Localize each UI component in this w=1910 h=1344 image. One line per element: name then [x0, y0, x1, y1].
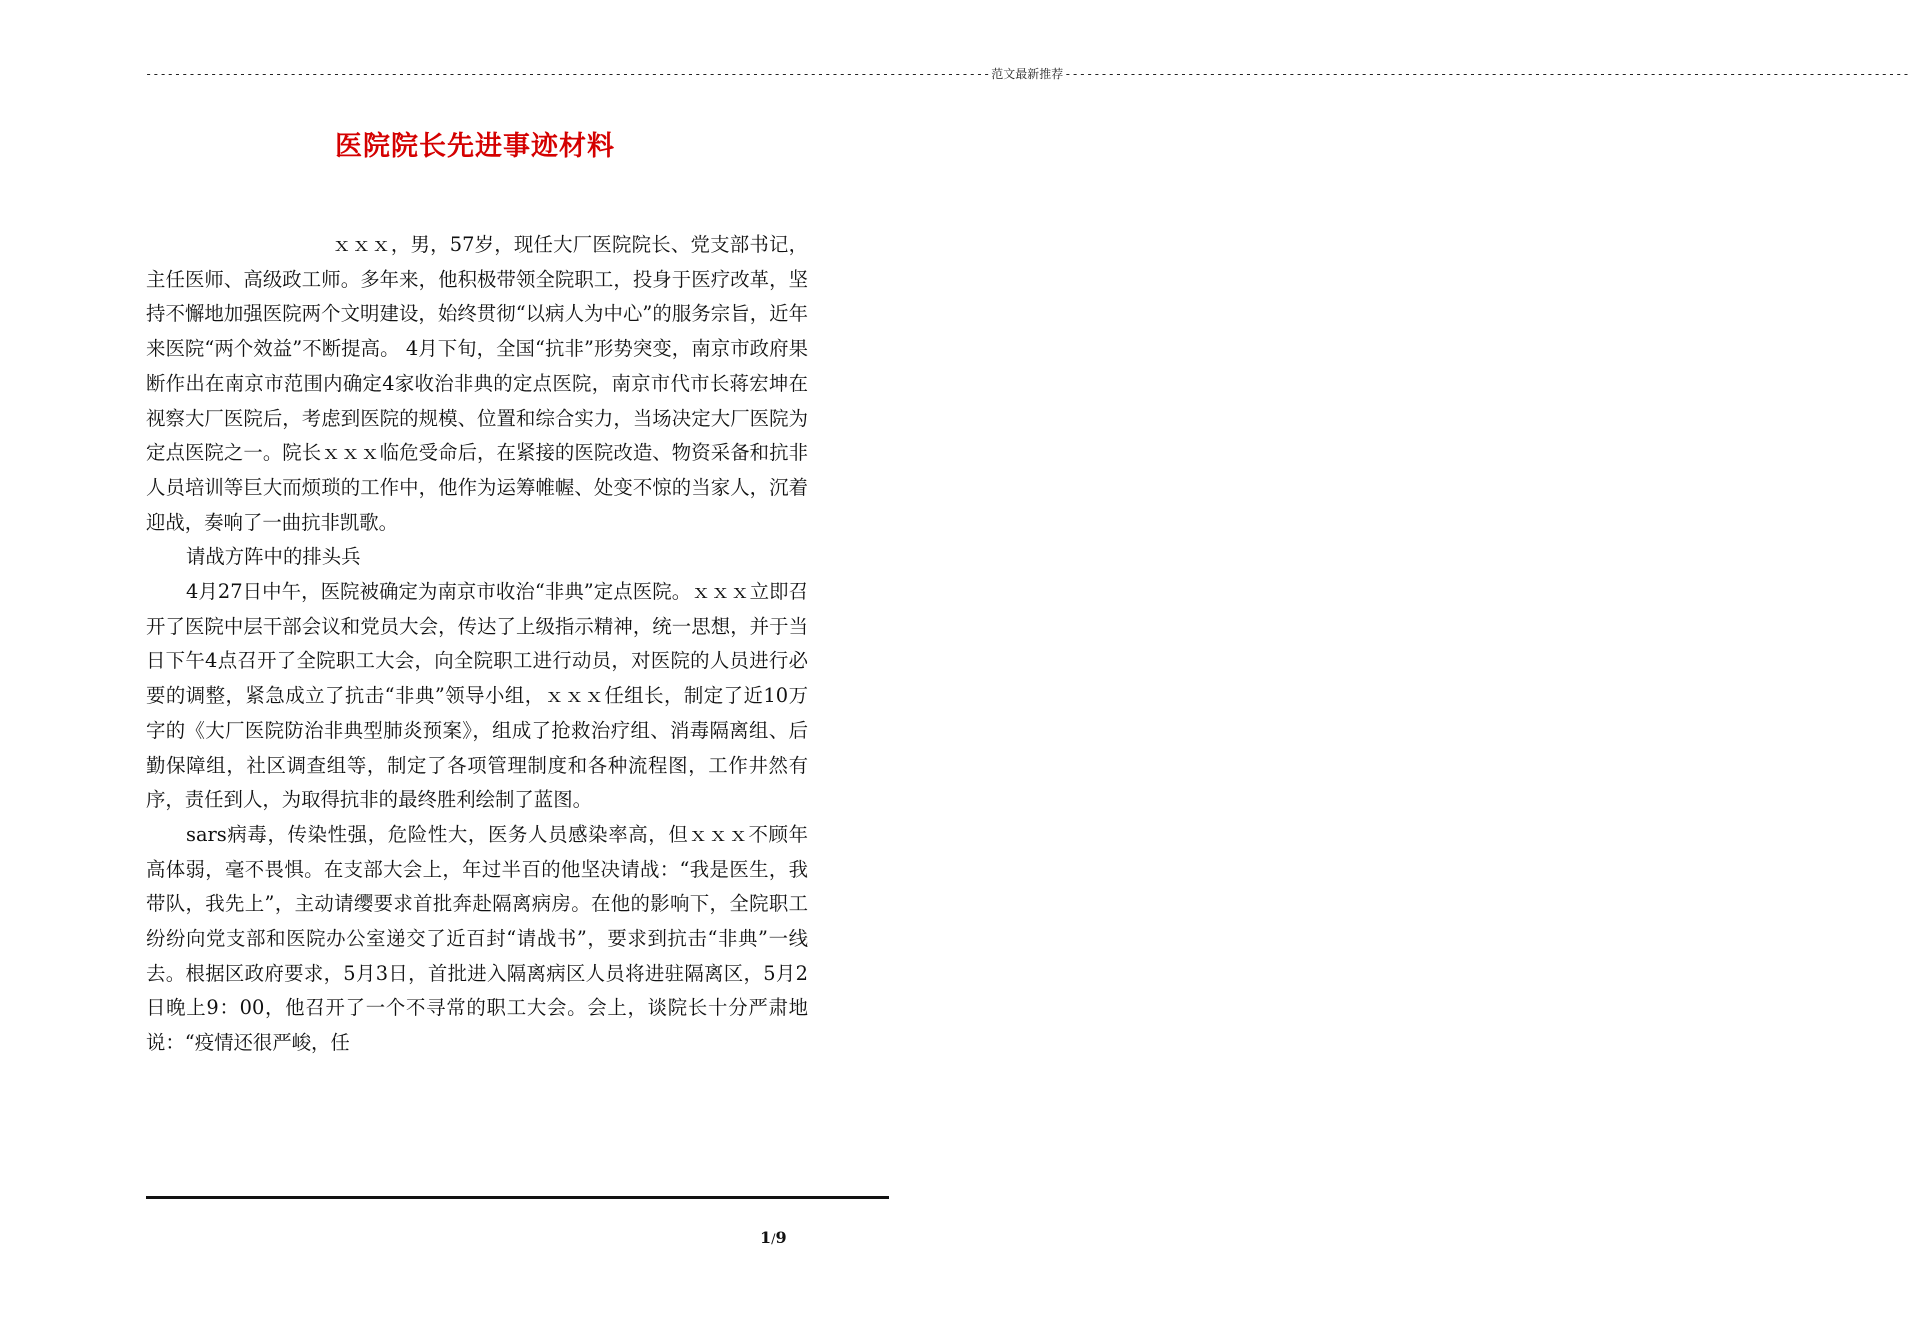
paragraph-intro: ｘｘｘ，男，57岁，现任大厂医院院长、党支部书记，主任医师、高级政工师。多年来，他积极带领全院职工，投身于医疗改革，坚持不懈地加强医院两个文明建设，始终贯彻“以病人为中心”的服务宗旨，近年来医院“两个效益”不断提高。 4月下旬，全国“抗非”形势突变，南京市政府果断作出在南京市范围内确定4家收治非典的定点医院，南京市代市长蒋宏坤在视察大厂医院后，考虑到医院的规模、位置和综合实力，当场决定大厂医院为定点医院之一。院长ｘｘｘ临危受命后，在紧接的医院改造、物资采备和抗非人员培训等巨大而烦琐的工作中，他作为运筹帷幄、处变不惊的当家人，沉着迎战，奏响了一曲抗非凯歌。 [146, 233, 808, 534]
document-title: 医院院长先进事迹材料 [335, 131, 615, 162]
page-total: 9 [775, 1228, 787, 1247]
header-dashes-left: --------------------------------------------------------------------------------------------------------------------- [145, 67, 991, 81]
page-header [145, 66, 1910, 82]
footer-divider [146, 1196, 889, 1199]
page-number [760, 1228, 820, 1250]
header-label: 范文最新推荐 [991, 67, 1064, 81]
section-heading: 请战方阵中的排头兵 [186, 545, 361, 569]
header-dashes-right: --------------------------------------------------------------------------------------------------------------------- [1064, 67, 1910, 81]
page-separator: / [771, 1232, 776, 1247]
paragraph-april-27: 4月27日中午，医院被确定为南京市收治“非典”定点医院。ｘｘｘ立即召开了医院中层干部会议和党员大会，传达了上级指示精神，统一思想，并于当日下午4点召开了全院职工大会，向全院职工进行动员，对医院的人员进行必要的调整，紧急成立了抗击“非典”领导小组，ｘｘｘ任组长，制定了近10万字的《大厂医院防治非典型肺炎预案》，组成了抢救治疗组、消毒隔离组、后勤保障组，社区调查组等，制定了各项管理制度和各种流程图，工作井然有序，责任到人，为取得抗非的最终胜利绘制了蓝图。 [146, 580, 808, 812]
paragraph-sars: sars病毒，传染性强，危险性大，医务人员感染率高，但ｘｘｘ不顾年高体弱，毫不畏惧。在支部大会上，年过半百的他坚决请战：“我是医生，我带队，我先上”，主动请缨要求首批奔赴隔离病房。在他的影响下，全院职工纷纷向党支部和医院办公室递交了近百封“请战书”，要求到抗击“非典”一线去。根据区政府要求，5月3日，首批进入隔离病区人员将进驻隔离区，5月2日晚上9：00，他召开了一个不寻常的职工大会。会上，谈院长十分严肃地说：“疫情还很严峻，任 [146, 822, 808, 1055]
page-current: 1 [760, 1228, 772, 1247]
document-body [146, 228, 808, 1061]
